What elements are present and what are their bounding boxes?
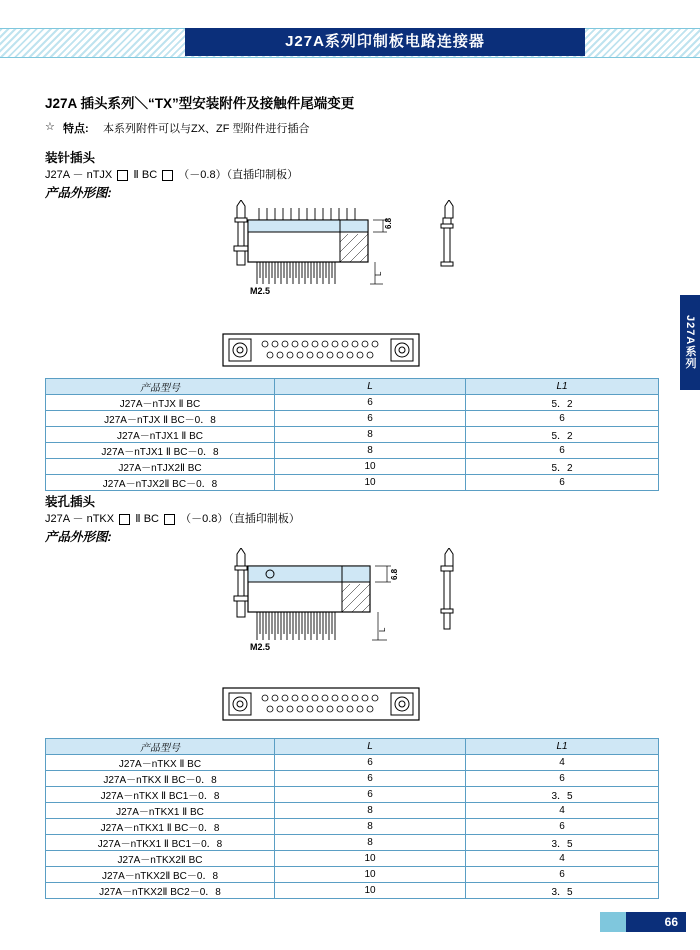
cell-l: 6 <box>275 771 466 787</box>
cell-l1: 4 <box>466 755 659 771</box>
code-blank-box-icon <box>117 170 128 181</box>
table-row <box>46 427 659 443</box>
col-header-model: 产品型号 <box>46 379 275 395</box>
block2-code-suffix: （－0.8）（直插印制板） <box>180 513 300 525</box>
cell-l: 10 <box>275 459 466 475</box>
cell-l1: 5．2 <box>466 459 659 475</box>
cell-l: 6 <box>275 755 466 771</box>
cell-model: J27A－nTJX2Ⅱ BC－0．8 <box>46 475 275 491</box>
cell-l1: 4 <box>466 803 659 819</box>
page-title: J27A系列印制板电路连接器 <box>185 28 585 56</box>
block1-side-view-drawing <box>215 200 495 295</box>
code-blank-box-icon <box>162 170 173 181</box>
svg-text:M2.5: M2.5 <box>250 642 271 652</box>
svg-text:L: L <box>374 271 383 276</box>
table-row <box>46 411 659 427</box>
cell-l1: 3．5 <box>466 787 659 803</box>
cell-model: J27A－nTJX2Ⅱ BC <box>46 459 275 475</box>
table-row <box>46 771 659 787</box>
cell-l: 8 <box>275 819 466 835</box>
table-row <box>46 851 659 867</box>
cell-l1: 6 <box>466 411 659 427</box>
cell-l: 8 <box>275 427 466 443</box>
cell-model: J27A－nTJX1 Ⅱ BC－0．8 <box>46 443 275 459</box>
table-row <box>46 787 659 803</box>
cell-l1: 6 <box>466 475 659 491</box>
table-row <box>46 755 659 771</box>
table-row <box>46 819 659 835</box>
cell-l: 6 <box>275 395 466 411</box>
feature-text: 本系列附件可以与ZX、ZF 型附件进行插合 <box>103 123 310 135</box>
table-row <box>46 803 659 819</box>
block2-code-mid: Ⅱ BC <box>135 513 159 525</box>
table-header-row <box>46 379 659 395</box>
block2-outline-label: 产品外形图: <box>45 530 112 544</box>
cell-l: 6 <box>275 787 466 803</box>
page-number: 66 <box>626 912 686 932</box>
feature-label: 特点: <box>63 123 89 135</box>
feature-mark: ☆ <box>45 121 55 133</box>
table-row <box>46 867 659 883</box>
block1-code-mid: Ⅱ BC <box>133 169 158 181</box>
footer-accent-block <box>600 912 626 932</box>
cell-model: J27A－nTKX Ⅱ BC1－0．8 <box>46 787 275 803</box>
cell-model: J27A－nTJX Ⅱ BC－0．8 <box>46 411 275 427</box>
cell-model: J27A－nTKX1 Ⅱ BC－0．8 <box>46 819 275 835</box>
cell-model: J27A－nTKX1 Ⅱ BC1－0．8 <box>46 835 275 851</box>
block1-title: 装针插头 <box>45 151 96 165</box>
cell-l1: 5．2 <box>466 427 659 443</box>
svg-text:6.8: 6.8 <box>390 568 399 580</box>
cell-model: J27A－nTKX Ⅱ BC－0．8 <box>46 771 275 787</box>
cell-model: J27A－nTJX Ⅱ BC <box>46 395 275 411</box>
cell-l1: 4 <box>466 851 659 867</box>
cell-l1: 6 <box>466 443 659 459</box>
table-row <box>46 443 659 459</box>
table-row <box>46 883 659 899</box>
col-header-l1: L1 <box>466 739 659 755</box>
cell-l1: 6 <box>466 867 659 883</box>
cell-model: J27A－nTJX1 Ⅱ BC <box>46 427 275 443</box>
block2-side-view-drawing <box>215 548 495 658</box>
block1-outline-label: 产品外形图: <box>45 186 112 200</box>
cell-model: J27A－nTKX2Ⅱ BC2－0．8 <box>46 883 275 899</box>
cell-l: 10 <box>275 851 466 867</box>
cell-l: 8 <box>275 803 466 819</box>
table-row <box>46 835 659 851</box>
cell-l: 10 <box>275 475 466 491</box>
cell-l1: 3．5 <box>466 883 659 899</box>
table-header-row <box>46 739 659 755</box>
block2-front-view-drawing <box>215 682 465 728</box>
col-header-l: L <box>275 379 466 395</box>
col-header-l1: L1 <box>466 379 659 395</box>
cell-model: J27A－nTKX2Ⅱ BC <box>46 851 275 867</box>
table-block2 <box>45 738 659 899</box>
header-band <box>0 28 700 56</box>
cell-model: J27A－nTKX1 Ⅱ BC <box>46 803 275 819</box>
block2-title: 装孔插头 <box>45 495 96 509</box>
series-side-tab: J27A系列 <box>680 295 700 390</box>
cell-l: 8 <box>275 443 466 459</box>
table-row <box>46 459 659 475</box>
cell-l1: 6 <box>466 771 659 787</box>
code-blank-box-icon <box>164 514 175 525</box>
svg-text:6.8: 6.8 <box>384 217 393 229</box>
cell-l: 10 <box>275 883 466 899</box>
block1-code-prefix: J27A － nTJX <box>45 169 113 181</box>
code-blank-box-icon <box>119 514 130 525</box>
cell-l: 6 <box>275 411 466 427</box>
cell-l1: 5．2 <box>466 395 659 411</box>
cell-l1: 6 <box>466 819 659 835</box>
block1-code-suffix: （－0.8）（直插印制板） <box>178 169 299 181</box>
table-row <box>46 395 659 411</box>
block1-front-view-drawing <box>215 328 465 374</box>
cell-model: J27A－nTKX2Ⅱ BC－0．8 <box>46 867 275 883</box>
table-row <box>46 475 659 491</box>
cell-model: J27A－nTKX Ⅱ BC <box>46 755 275 771</box>
cell-l1: 3．5 <box>466 835 659 851</box>
col-header-model: 产品型号 <box>46 739 275 755</box>
svg-text:M2.5: M2.5 <box>250 286 271 295</box>
col-header-l: L <box>275 739 466 755</box>
cell-l: 10 <box>275 867 466 883</box>
block2-code-prefix: J27A － nTKX <box>45 513 115 525</box>
section-heading: J27A 插头系列＼“TX”型安装附件及接触件尾端变更 <box>45 96 355 111</box>
cell-l: 8 <box>275 835 466 851</box>
table-block1 <box>45 378 659 491</box>
svg-text:L: L <box>378 627 387 632</box>
